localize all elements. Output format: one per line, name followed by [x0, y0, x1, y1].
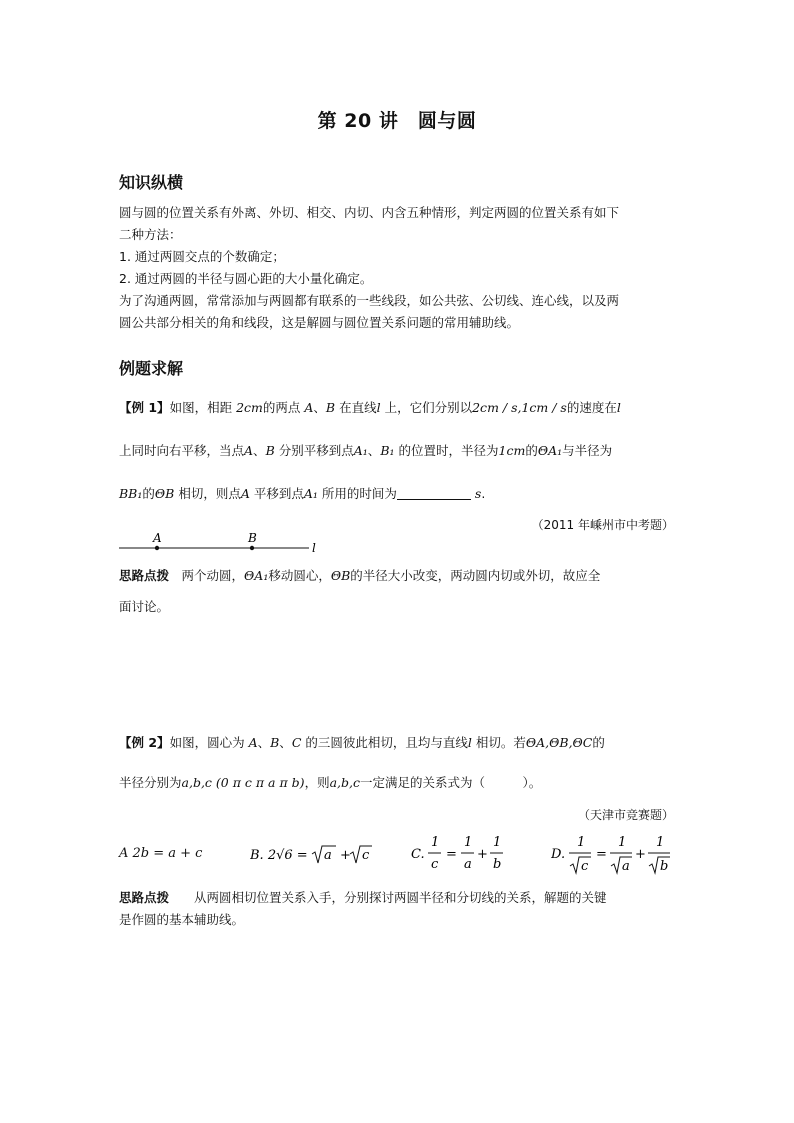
math-unit-s: s	[474, 486, 482, 501]
option-b	[250, 836, 380, 870]
math-circles: ΘA,ΘB,ΘC	[525, 735, 593, 750]
frac-num: 1	[493, 835, 502, 850]
math-point-a: A	[240, 486, 250, 501]
text: 、	[257, 735, 271, 750]
option-b-plus: +	[340, 848, 351, 863]
math-line-l: l	[376, 400, 381, 415]
frac-den: b	[660, 859, 669, 874]
page-title: 第 20 讲 圆与圆	[317, 110, 477, 132]
math-point-a: A	[244, 443, 254, 458]
text: 与半径为	[562, 443, 613, 458]
example2-line-1	[119, 733, 605, 751]
text: 一定满足的关系式为（ ）。	[359, 775, 542, 790]
math-point-a1: A₁	[303, 486, 318, 501]
text: 从两圆相切位置关系入手，分别探讨两圆半径和分切线的关系，解题的关键	[194, 890, 607, 905]
text: 移动圆心，	[268, 568, 331, 583]
option-d-prefix: D.	[551, 847, 566, 862]
frac-num: 1	[431, 835, 440, 850]
math-speeds: 2cm / s,1cm / s	[472, 400, 567, 415]
section-heading-examples: 例题求解	[119, 359, 184, 378]
text: 的半径大小改变，两动圆内切或外切，故应全	[350, 568, 601, 583]
math-radii: a,b,c	[181, 775, 212, 790]
frac-num: 1	[464, 835, 473, 850]
text: 两个动圆，	[181, 568, 245, 583]
math-point-b: B	[270, 735, 280, 750]
frac-num: 1	[656, 835, 665, 850]
example2-label: 【例 2】	[119, 735, 170, 750]
math-circle-a1: ΘA₁	[244, 568, 269, 583]
example1-source: （2011 年嵊州市中考题）	[531, 518, 674, 532]
text: 的	[592, 735, 605, 750]
math-point-c: C	[291, 735, 302, 750]
math-point-a: A	[248, 735, 258, 750]
example1-line-3	[119, 484, 485, 502]
math-point-a: A	[304, 400, 314, 415]
option-b-term2: c	[362, 848, 370, 863]
label-a: A	[153, 531, 162, 545]
frac-num: 1	[577, 835, 586, 850]
math-condition: (0 π c π a π b)	[215, 775, 305, 790]
example1-label: 【例 1】	[119, 400, 170, 415]
example1-line-1	[119, 398, 621, 416]
option-a: A 2b = a + c	[119, 846, 203, 861]
example1-hint-line-1	[119, 566, 600, 584]
example1-hint-line-2: 面讨论。	[119, 599, 170, 614]
example2-hint-line-2: 是作圆的基本辅助线。	[119, 912, 245, 927]
option-c	[411, 830, 511, 876]
math-segment-bb1: BB₁	[119, 486, 143, 501]
math-point-b: B	[325, 400, 336, 415]
frac-den: c	[581, 859, 589, 874]
equals-sign: =	[596, 847, 607, 862]
text: 、	[279, 735, 292, 750]
text: 平移到点	[253, 486, 304, 501]
text: 的两点	[262, 400, 301, 415]
math-distance: 2cm	[236, 400, 263, 415]
text: 相切，则点	[178, 486, 241, 501]
text: .	[481, 486, 486, 501]
hint-label: 思路点拨	[119, 568, 170, 583]
tip-line-2: 圆公共部分相关的角和线段，这是解圆与圆位置关系问题的常用辅助线。	[119, 315, 520, 330]
frac-den: c	[431, 857, 439, 872]
intro-line-1: 圆与圆的位置关系有外离、外切、相交、内切、内含五种情形，判定两圆的位置关系有如下	[119, 205, 620, 220]
text: 上，它们分别以	[384, 400, 473, 415]
example2-line-2	[119, 773, 541, 791]
section-heading-knowledge: 知识纵横	[119, 173, 184, 192]
frac-num: 1	[618, 835, 627, 850]
frac-den: a	[622, 859, 630, 874]
method-1: 1. 通过两圆交点的个数确定；	[119, 249, 285, 264]
text: 所用的时间为	[321, 486, 397, 501]
text: 上同时向右平移，当点	[119, 443, 245, 458]
plus-sign: +	[477, 847, 488, 862]
math-radii: a,b,c	[329, 775, 360, 790]
frac-den: a	[464, 857, 472, 872]
intro-line-2: 二种方法：	[119, 227, 182, 242]
method-2: 2. 通过两圆的半径与圆心距的大小量化确定。	[119, 271, 373, 286]
text: 的三圆彼此相切，且均与直线	[305, 735, 468, 750]
option-b-prefix: B. 2√6 =	[250, 848, 308, 863]
example2-source: （天津市竞赛题）	[577, 808, 674, 822]
math-circle-a1: ΘA₁	[537, 443, 563, 458]
option-d	[551, 828, 673, 878]
math-radius: 1cm	[498, 443, 526, 458]
text: 的速度在	[566, 400, 617, 415]
math-circle-b: ΘB	[154, 486, 175, 501]
equals-sign: =	[446, 847, 457, 862]
math-point-b1: B₁	[380, 443, 395, 458]
math-line-l: l	[616, 400, 621, 415]
math-line-l: l	[467, 735, 472, 750]
example2-hint-line-1	[119, 888, 607, 906]
point-a-dot	[155, 546, 159, 550]
example1-figure	[119, 528, 329, 558]
hint-label: 思路点拨	[119, 890, 170, 905]
label-b: B	[248, 531, 257, 545]
option-b-term1: a	[324, 848, 332, 863]
point-b-dot	[250, 546, 254, 550]
text: 、	[367, 443, 381, 458]
text: 的	[525, 443, 538, 458]
math-point-a1: A₁	[353, 443, 368, 458]
text: 分别平移到点	[278, 443, 354, 458]
text: 如图，相距	[169, 400, 233, 415]
text: ，则	[304, 775, 330, 790]
text: 在直线	[339, 400, 377, 415]
text: 、	[253, 443, 266, 458]
tip-line-1: 为了沟通两圆，常常添加与两圆都有联系的一些线段，如公共弦、公切线、连心线，以及两	[119, 293, 620, 308]
text: 相切。若	[475, 735, 526, 750]
example1-line-2	[119, 441, 612, 459]
text: 的位置时，半径为	[398, 443, 499, 458]
answer-blank[interactable]	[397, 487, 471, 500]
math-point-b: B	[265, 443, 275, 458]
option-c-prefix: C.	[411, 847, 425, 862]
plus-sign: +	[635, 847, 646, 862]
frac-den: b	[493, 857, 502, 872]
text: 的	[142, 486, 155, 501]
text: 、	[313, 400, 326, 415]
label-l: l	[312, 541, 316, 555]
text: 半径分别为	[119, 775, 182, 790]
math-circle-b: ΘB	[330, 568, 351, 583]
text: 如图，圆心为	[169, 735, 245, 750]
